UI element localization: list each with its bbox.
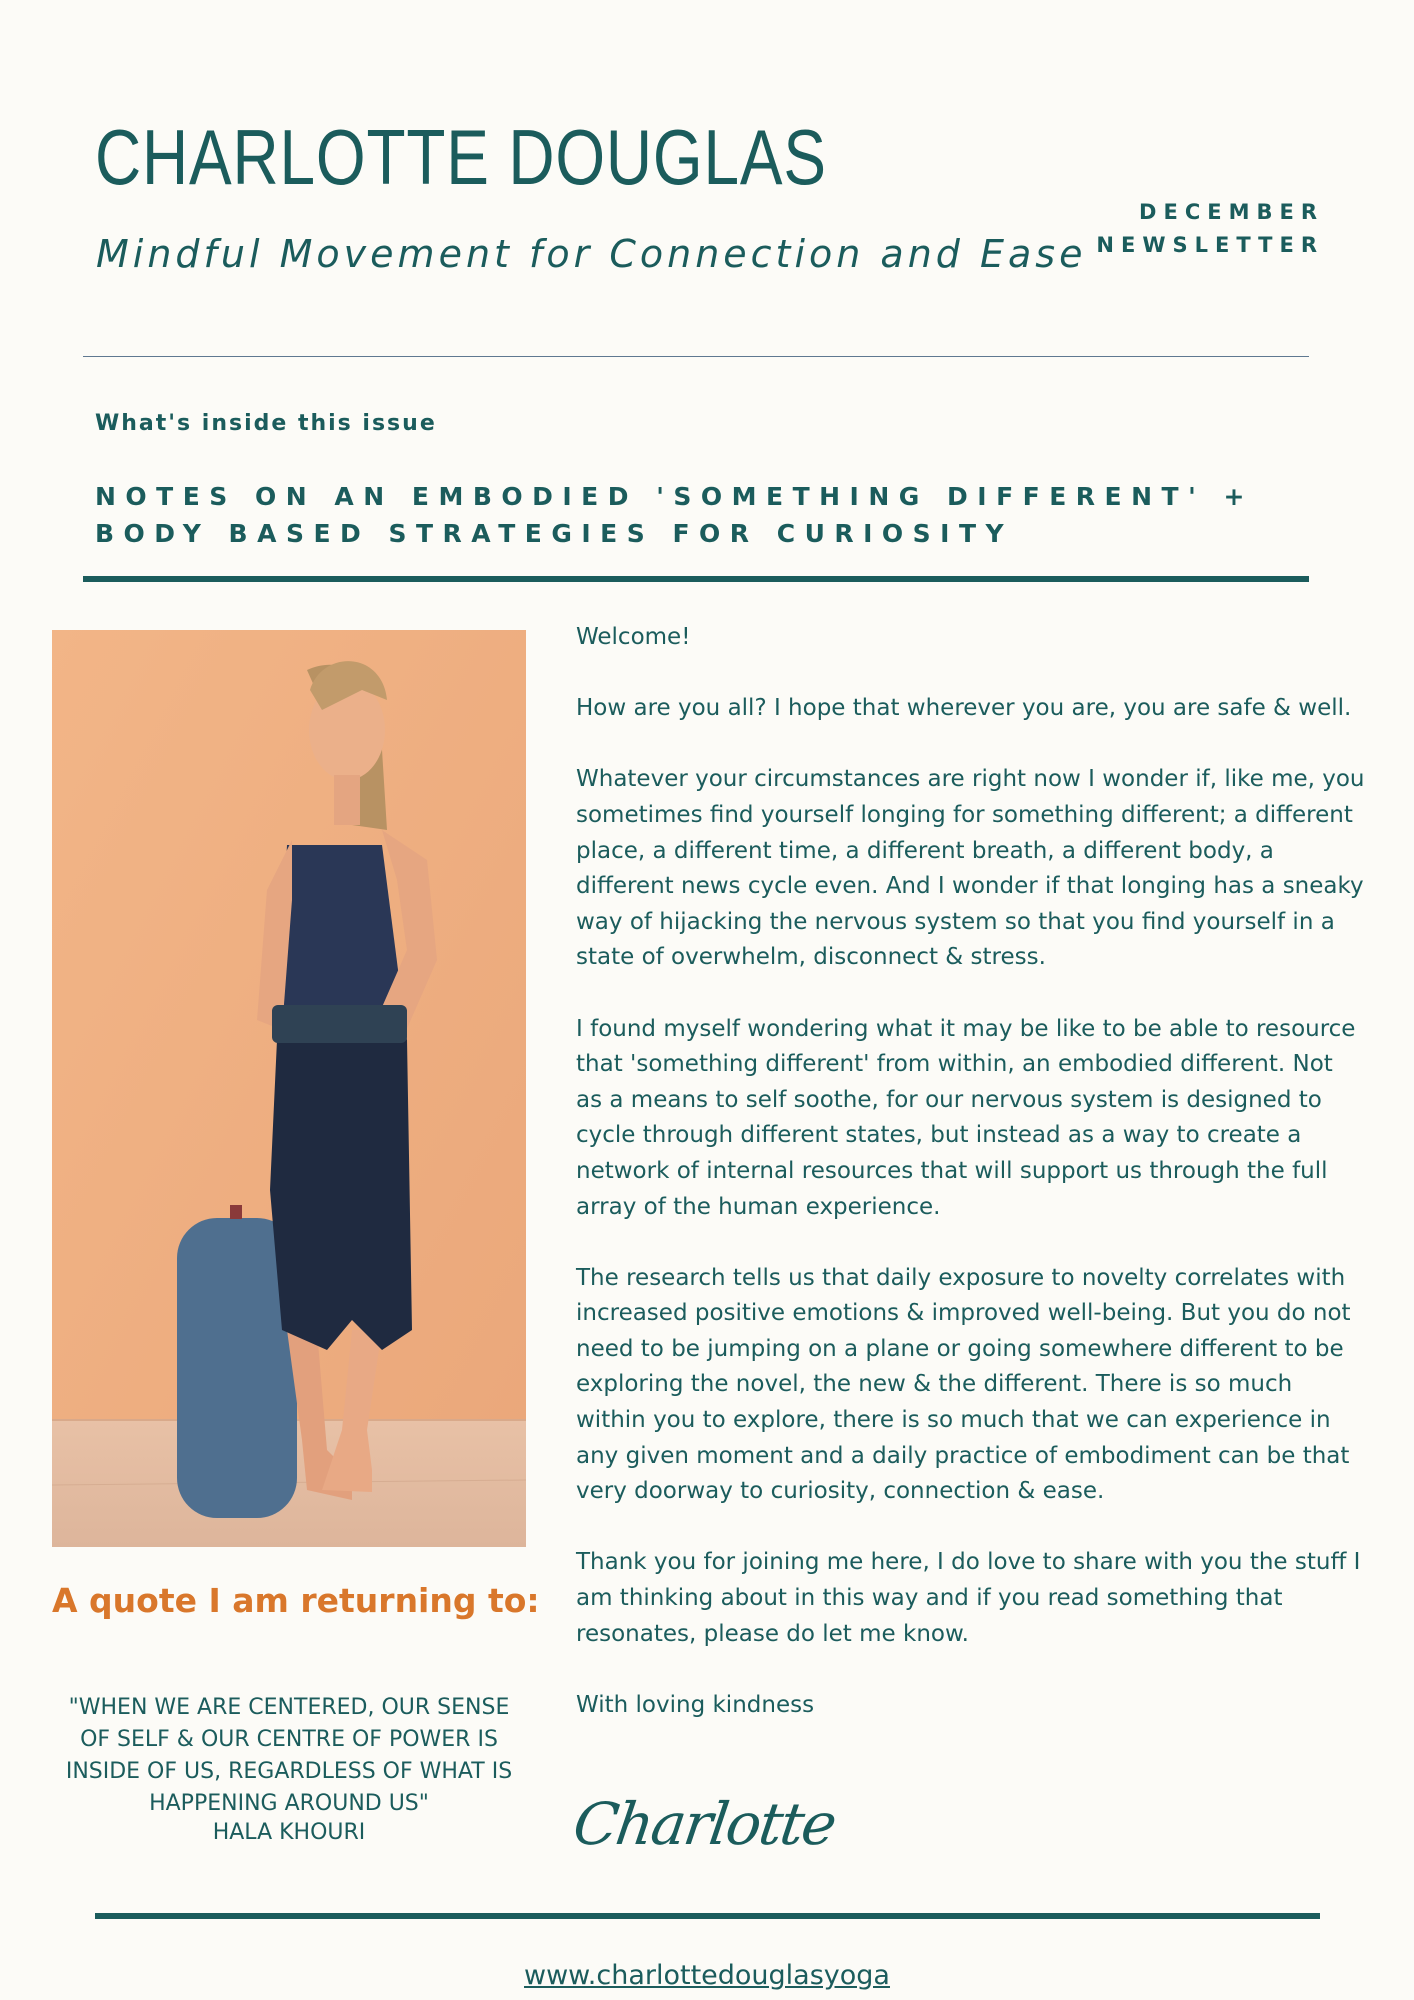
header-divider bbox=[83, 356, 1309, 357]
section-divider bbox=[83, 576, 1309, 582]
inside-issue-label: What's inside this issue bbox=[95, 411, 437, 436]
quote-author: HALA KHOURI bbox=[212, 1820, 366, 1845]
letter-paragraph: Thank you for joining me here, I do love to share with you the stuff I am thinking about in this way and if you read something that resonates, please do let me know. bbox=[576, 1549, 1361, 1647]
footer-divider bbox=[95, 1913, 1320, 1919]
letter-paragraph: I found myself wondering what it may be like to be able to resource that 'something different' from within, an embodied different. Not as a means to self soothe, for our nervous system is designed to cycle through different states, but instead as a way to create a network of internal resources that will support us through the full array of the human experience. bbox=[576, 1015, 1356, 1220]
issue-month: DECEMBER bbox=[1139, 200, 1324, 224]
quote-text: "WHEN WE ARE CENTERED, OUR SENSE OF SELF & OUR CENTRE OF POWER IS INSIDE OF US, REGARDLESS OF WHAT IS HAPPENING AROUND US" bbox=[65, 1695, 513, 1816]
issue-type: NEWSLETTER bbox=[1096, 233, 1324, 257]
website-link[interactable]: www.charlottedouglasyoga bbox=[524, 1960, 890, 1991]
inside-issue-headline: NOTES ON AN EMBODIED 'SOMETHING DIFFERENT' + BODY BASED STRATEGIES FOR CURIOSITY bbox=[95, 482, 1254, 548]
issue-label bbox=[1096, 196, 1324, 262]
letter-body bbox=[576, 620, 1366, 1759]
letter-closing: With loving kindness bbox=[576, 1691, 815, 1718]
newsletter-tagline: Mindful Movement for Connection and Ease bbox=[96, 232, 1087, 276]
letter-paragraph: The research tells us that daily exposure to novelty correlates with increased positive emotions & improved well-being. But you do not need to be jumping on a plane or going somewhere different to be exploring the novel, the new & the different. There is so much within you to explore, there is so much that we can experience in any given moment and a daily practice of embodiment can be that very doorway to curiosity, connection & ease. bbox=[576, 1264, 1351, 1505]
letter-greeting: Welcome! bbox=[576, 624, 691, 650]
portrait-photo bbox=[52, 630, 526, 1547]
letter-paragraph: How are you all? I hope that wherever you are, you are safe & well. bbox=[576, 695, 1352, 722]
newsletter-title: CHARLOTTE DOUGLAS bbox=[95, 113, 827, 201]
quote-heading: A quote I am returning to: bbox=[52, 1581, 540, 1620]
letter-paragraph: Whatever your circumstances are right now I wonder if, like me, you sometimes find yourself longing for something different; a different place, a different time, a different breath, a different body, a different news cycle even. And I wonder if that longing has a sneaky way of hijacking the nervous system so that you find yourself in a state of overwhelm, disconnect & stress. bbox=[576, 766, 1365, 971]
signature: Charlotte bbox=[569, 1790, 840, 1858]
